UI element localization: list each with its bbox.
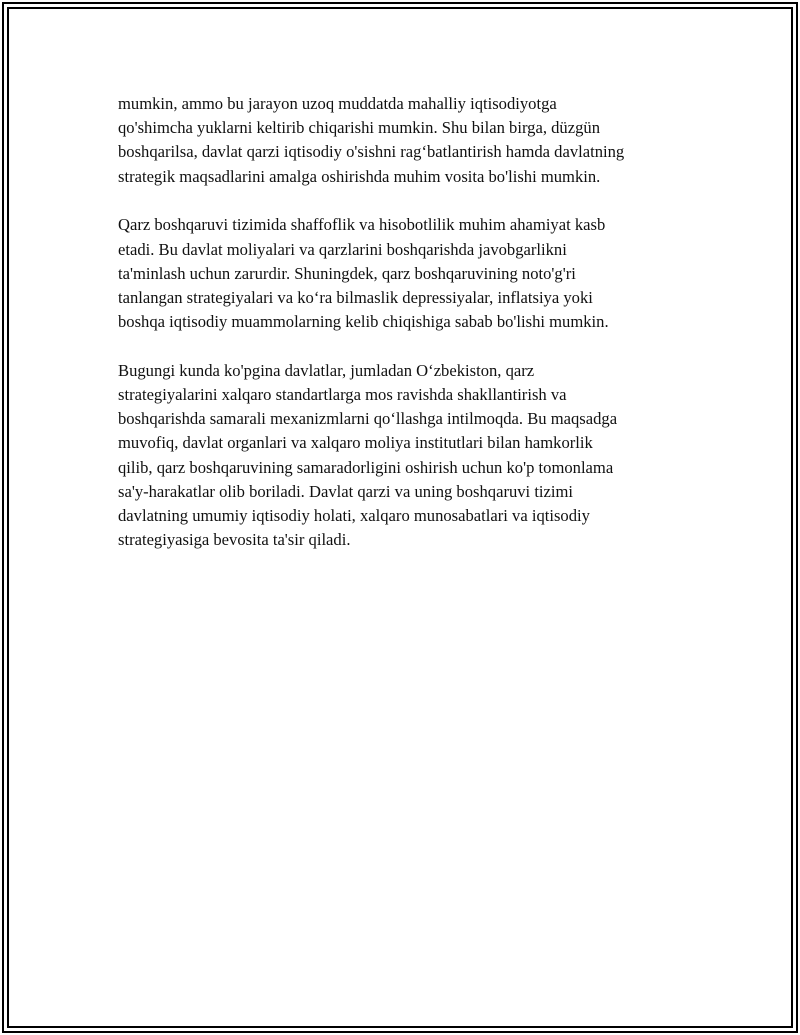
document-body [118, 92, 698, 577]
paragraph-1: mumkin, ammo bu jarayon uzoq muddatda mahalliy iqtisodiyotga qo'shimcha yuklarni keltirib chiqarishi mumkin. Shu bilan birga, düzgün boshqarilsa, davlat qarzi iqtisodiy o'sishni rag‘batlantirish hamda davlatning strategik maqsadlarini amalga oshirishda muhim vosita bo'lishi mumkin. [118, 94, 625, 186]
paragraph-2: Qarz boshqaruvi tizimida shaffoflik va hisobotlilik muhim ahamiyat kasb etadi. Bu davlat moliyalari va qarzlarini boshqarishda javobgarlikni ta'minlash uchun zarurdir. Shuningdek, qarz boshqaruvining noto'g'ri tanlangan strategiyalari va ko‘ra bilmaslik depressiyalar, inflatsiya yoki boshqa iqtisodiy muammolarning kelib chiqishiga sabab bo'lishi mumkin. [118, 215, 609, 332]
paragraph-3: Bugungi kunda ko'pgina davlatlar, jumladan O‘zbekiston, qarz strategiyalarini xalqaro standartlarga mos ravishda shakllantirish va boshqarishda samarali mexanizmlarni qo‘llashga intilmoqda. Bu maqsadga muvofiq, davlat organlari va xalqaro moliya institutlari bilan hamkorlik qilib, qarz boshqaruvining samaradorligini oshirish uchun ko'p tomonlama sa'y-harakatlar olib boriladi. Davlat qarzi va uning boshqaruvi tizimi davlatning umumiy iqtisodiy holati, xalqaro munosabatlari va iqtisodiy strategiyasiga bevosita ta'sir qiladi. [118, 360, 618, 550]
